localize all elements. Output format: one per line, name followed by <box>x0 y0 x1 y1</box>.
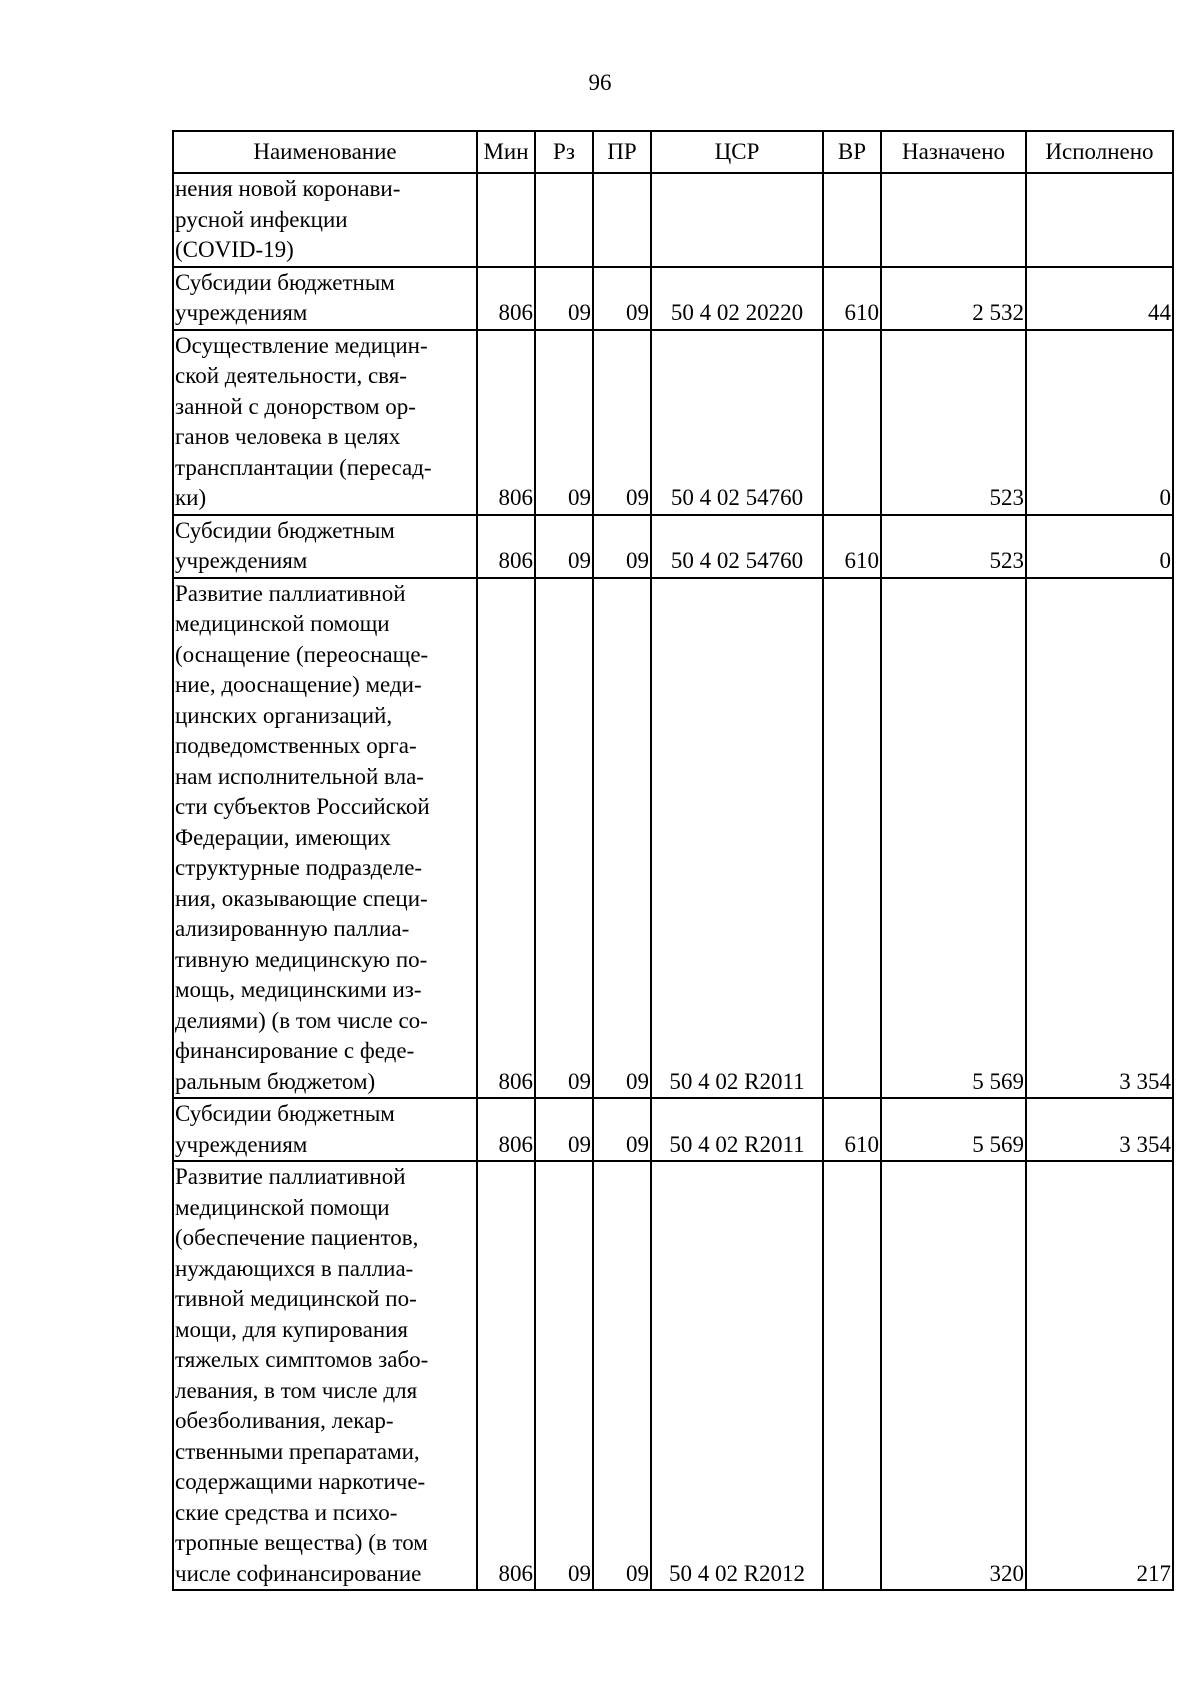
table-row <box>173 515 1173 578</box>
budget-table <box>172 130 1174 1591</box>
name-line: левания, в том числе для <box>175 1377 418 1403</box>
cell-rz: 09 <box>535 1098 593 1161</box>
cell-min: 806 <box>477 330 535 515</box>
name-line: числе софинансирование <box>175 1560 422 1586</box>
name-line: тропные вещества) (в том <box>175 1530 428 1555</box>
name-line: занной с донорством ор- <box>175 393 416 419</box>
cell-name <box>173 267 477 330</box>
header-vr: ВР <box>823 131 881 173</box>
name-line: тивную медицинскую по- <box>175 946 428 972</box>
name-line: нам исполнительной вла- <box>175 763 424 789</box>
cell-pr: 09 <box>593 267 651 330</box>
cell-vr: 610 <box>823 515 881 578</box>
cell-name <box>173 1098 477 1161</box>
cell-ispolneno: 0 <box>1026 515 1173 578</box>
name-line: учреждениям <box>175 300 308 325</box>
page-number: 96 <box>588 70 612 95</box>
name-line: Развитие паллиативной <box>175 580 406 606</box>
name-line: русной инфекции <box>175 206 348 232</box>
table-row <box>173 1161 1173 1590</box>
cell-csr <box>651 173 823 267</box>
cell-pr: 09 <box>593 1161 651 1590</box>
name-line: ские средства и психо- <box>175 1499 398 1525</box>
cell-vr <box>823 330 881 515</box>
cell-pr <box>593 173 651 267</box>
name-line: ской деятельности, свя- <box>175 363 407 388</box>
name-line: подведомственных орга- <box>175 733 417 758</box>
header-name: Наименование <box>173 131 477 173</box>
header-ispolneno: Исполнено <box>1026 131 1173 173</box>
cell-rz: 09 <box>535 515 593 578</box>
cell-vr <box>823 173 881 267</box>
cell-ispolneno: 3 354 <box>1026 1098 1173 1161</box>
cell-ispolneno <box>1026 173 1173 267</box>
name-line: Субсидии бюджетным <box>175 517 395 543</box>
cell-vr <box>823 578 881 1099</box>
cell-pr: 09 <box>593 330 651 515</box>
name-line: ние, дооснащение) меди- <box>175 672 422 697</box>
name-line: Развитие паллиативной <box>175 1164 406 1189</box>
table-header-row <box>173 131 1173 173</box>
cell-vr: 610 <box>823 1098 881 1161</box>
name-line: медицинской помощи <box>175 1194 390 1220</box>
cell-csr: 50 4 02 20220 <box>651 267 823 330</box>
cell-min: 806 <box>477 267 535 330</box>
cell-naznacheno: 5 569 <box>881 578 1026 1099</box>
cell-pr: 09 <box>593 1098 651 1161</box>
name-line: ния, оказывающие специ- <box>175 885 428 911</box>
name-line: Субсидии бюджетным <box>175 1101 395 1126</box>
name-line: тивной медицинской по- <box>175 1286 417 1311</box>
cell-vr <box>823 1161 881 1590</box>
table-body <box>173 173 1173 1590</box>
cell-rz <box>535 173 593 267</box>
cell-naznacheno: 5 569 <box>881 1098 1026 1161</box>
cell-naznacheno: 320 <box>881 1161 1026 1590</box>
cell-min: 806 <box>477 1161 535 1590</box>
table-row <box>173 267 1173 330</box>
cell-min: 806 <box>477 578 535 1099</box>
cell-rz: 09 <box>535 330 593 515</box>
name-line: нения новой коронави- <box>175 176 401 201</box>
name-line: медицинской помощи <box>175 611 390 636</box>
name-line: цинских организаций, <box>175 702 393 728</box>
cell-csr: 50 4 02 R2012 <box>651 1161 823 1590</box>
cell-csr: 50 4 02 R2011 <box>651 578 823 1099</box>
cell-csr: 50 4 02 54760 <box>651 515 823 578</box>
cell-rz: 09 <box>535 1161 593 1590</box>
name-line: ственными препаратами, <box>175 1438 420 1464</box>
header-min: Мин <box>477 131 535 173</box>
name-line: Федерации, имеющих <box>175 824 391 850</box>
name-line: сти субъектов Российской <box>175 794 430 819</box>
cell-name <box>173 515 477 578</box>
cell-min: 806 <box>477 1098 535 1161</box>
name-line: ки) <box>175 485 207 510</box>
cell-rz: 09 <box>535 578 593 1099</box>
cell-naznacheno: 2 532 <box>881 267 1026 330</box>
cell-name <box>173 578 477 1099</box>
cell-naznacheno: 523 <box>881 330 1026 515</box>
name-line: Осуществление медицин- <box>175 332 428 358</box>
header-pr: ПР <box>593 131 651 173</box>
name-line: делиями) (в том числе со- <box>175 1007 428 1033</box>
name-line: мощь, медицинскими из- <box>175 977 422 1002</box>
name-line: финансирование с феде- <box>175 1038 415 1063</box>
header-naznacheno: Назначено <box>881 131 1026 173</box>
name-line: учреждениям <box>175 1131 308 1157</box>
cell-ispolneno: 44 <box>1026 267 1173 330</box>
cell-ispolneno: 0 <box>1026 330 1173 515</box>
name-line: обезболивания, лекар- <box>175 1408 394 1433</box>
cell-ispolneno: 217 <box>1026 1161 1173 1590</box>
cell-name <box>173 1161 477 1590</box>
cell-ispolneno: 3 354 <box>1026 578 1173 1099</box>
cell-name <box>173 173 477 267</box>
name-line: учреждениям <box>175 548 308 573</box>
name-line: содержащими наркотиче- <box>175 1469 426 1494</box>
cell-naznacheno <box>881 173 1026 267</box>
name-line: тяжелых симптомов забо- <box>175 1347 429 1372</box>
name-line: ральным бюджетом) <box>175 1068 376 1094</box>
table-row <box>173 330 1173 515</box>
cell-pr: 09 <box>593 578 651 1099</box>
table-row <box>173 578 1173 1099</box>
cell-pr: 09 <box>593 515 651 578</box>
header-rz: Рз <box>535 131 593 173</box>
name-line: Субсидии бюджетным <box>175 269 395 295</box>
table-row <box>173 173 1173 267</box>
name-line: нуждающихся в паллиа- <box>175 1255 414 1281</box>
cell-rz: 09 <box>535 267 593 330</box>
name-line: (оснащение (переоснаще- <box>175 641 429 667</box>
name-line: (обеспечение пациентов, <box>175 1225 419 1250</box>
cell-name <box>173 330 477 515</box>
name-line: мощи, для купирования <box>175 1316 409 1342</box>
name-line: ализированную паллиа- <box>175 916 410 941</box>
name-line: трансплантации (пересад- <box>175 454 432 480</box>
cell-naznacheno: 523 <box>881 515 1026 578</box>
name-line: (COVID-19) <box>175 237 294 262</box>
cell-csr: 50 4 02 54760 <box>651 330 823 515</box>
header-csr: ЦСР <box>651 131 823 173</box>
cell-csr: 50 4 02 R2011 <box>651 1098 823 1161</box>
cell-min: 806 <box>477 515 535 578</box>
table-row <box>173 1098 1173 1161</box>
name-line: структурные подразделе- <box>175 855 423 880</box>
cell-min <box>477 173 535 267</box>
name-line: ганов человека в целях <box>175 424 401 449</box>
cell-vr: 610 <box>823 267 881 330</box>
